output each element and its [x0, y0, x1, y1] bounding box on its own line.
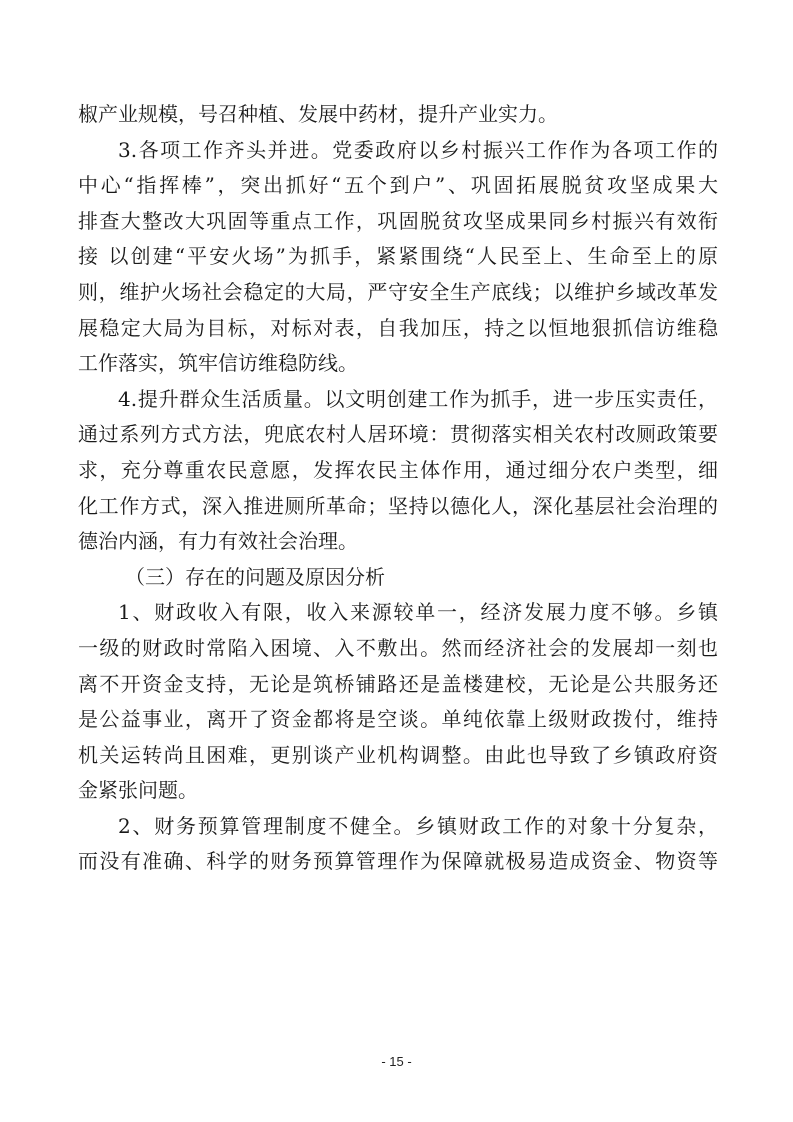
paragraph-line: 排查大整改大巩固等重点工作，巩固脱贫攻坚成果同乡村振兴有效衔 [78, 208, 718, 233]
paragraph-line: 德治内涵，有力有效社会治理。 [78, 529, 358, 554]
paragraph-line: 中心“指挥棒”，突出抓好“五个到户”、巩固拓展脱贫攻坚成果大 [78, 173, 718, 198]
paragraph-line: 金紧张问题。 [78, 778, 198, 803]
paragraph-line: 通过系列方式方法，兜底农村人居环境：贯彻落实相关农村改厕政策要 [78, 422, 718, 447]
paragraph-line: 则，维护火场社会稳定的大局，严守安全生产底线；以维护乡域改革发 [78, 279, 718, 304]
paragraph-line: 机关运转尚且困难，更别谈产业机构调整。由此也导致了乡镇政府资 [78, 742, 718, 767]
paragraph-line: 椒产业规模，号召种植、发展中药材，提升产业实力。 [78, 102, 558, 126]
paragraph-line: 2、财务预算管理制度不健全。乡镇财政工作的对象十分复杂， [118, 813, 718, 838]
paragraph-line: 一级的财政时常陷入困境、入不敷出。然而经济社会的发展却一刻也 [78, 635, 718, 660]
paragraph-line: 接 以创建“平安火场”为抓手，紧紧围绕“人民至上、生命至上的原 [78, 244, 718, 269]
paragraph-line: 而没有准确、科学的财务预算管理作为保障就极易造成资金、物资等 [78, 849, 718, 874]
paragraph-line: 是公益事业，离开了资金都将是空谈。单纯依靠上级财政拨付，维持 [78, 707, 718, 732]
section-heading: （三）存在的问题及原因分析 [125, 564, 385, 589]
body-text [78, 97, 718, 880]
paragraph-line: 求，充分尊重农民意愿，发挥农民主体作用，通过细分农户类型，细 [78, 457, 718, 482]
paragraph-line: 3.各项工作齐头并进。党委政府以乡村振兴工作作为各项工作的 [118, 137, 718, 162]
page-number: - 15 - [381, 1054, 412, 1069]
paragraph-line: 离不开资金支持，无论是筑桥铺路还是盖楼建校，无论是公共服务还 [78, 671, 718, 696]
paragraph-line: 4.提升群众生活质量。以文明创建工作为抓手，进一步压实责任， [118, 386, 718, 411]
paragraph-line: 展稳定大局为目标，对标对表，自我加压，持之以恒地狠抓信访维稳 [78, 315, 718, 340]
paragraph-line: 化工作方式，深入推进厕所革命；坚持以德化人，深化基层社会治理的 [78, 493, 718, 518]
paragraph-line: 工作落实，筑牢信访维稳防线。 [78, 351, 358, 376]
paragraph-line: 1、财政收入有限，收入来源较单一，经济发展力度不够。乡镇 [118, 600, 718, 625]
